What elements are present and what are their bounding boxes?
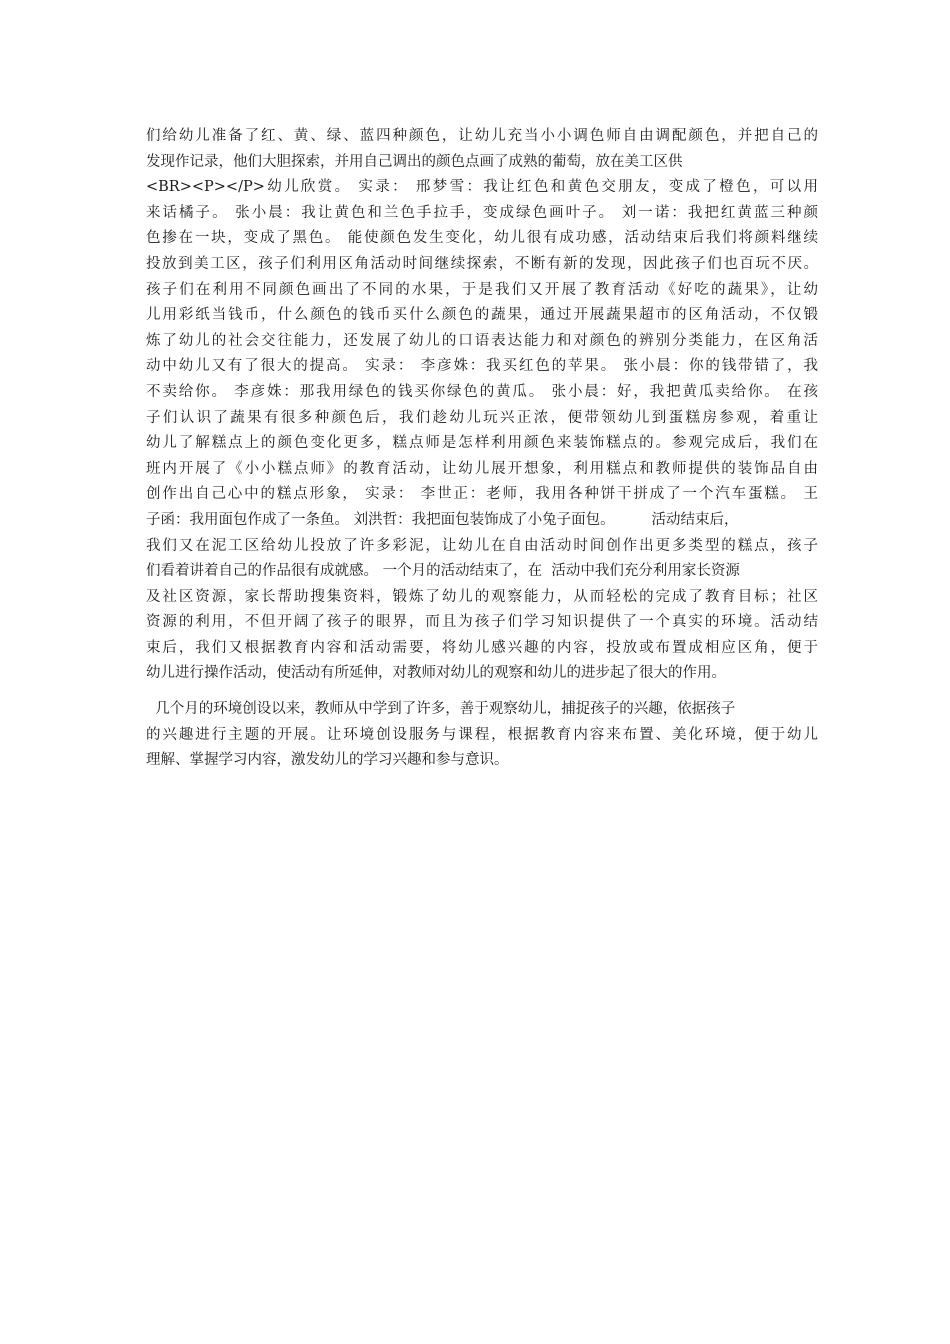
text-line: 创作出自己心中的糕点形象， 实录： 李世正：老师，我用各种饼干拼成了一个汽车蛋糕。 王 (146, 486, 818, 503)
text-line: 子函：我用面包作成了一条鱼。 刘洪哲：我把面包装饰成了小兔子面包。 活动结束后， (146, 511, 739, 528)
text-line: 及社区资源，家长帮助搜集资料，锻炼了幼儿的观察能力，从而轻松的完成了教育目标；社区 (146, 588, 818, 605)
text-line: <BR><P></P>幼儿欣赏。 实录： 邢梦雪：我让红色和黄色交朋友，变成了橙色，可以用 (146, 179, 818, 196)
text-line: 几个月的环境创设以来，教师从中学到了许多，善于观察幼儿，捕捉孩子的兴趣，依据孩子 (146, 701, 736, 717)
text-line: 幼儿进行操作活动，使活动有所延伸，对教师对幼儿的观察和幼儿的进步起了很大的作用。 (146, 665, 726, 682)
text-line: 我们又在泥工区给幼儿投放了许多彩泥，让幼儿在自由活动时间创作出更多类型的糕点，孩子 (146, 537, 818, 554)
text-line: 孩子们在利用不同颜色画出了不同的水果，于是我们又开展了教育活动《好吃的蔬果》，让幼 (146, 281, 818, 298)
text-line: 理解、掌握学习内容，激发幼儿的学习兴趣和参与意识。 (146, 752, 509, 769)
text-line: 的兴趣进行主题的开展。让环境创设服务与课程，根据教育内容来布置、美化环境，便于幼儿 (146, 726, 818, 743)
text-line: 炼了幼儿的社会交往能力，还发展了幼儿的口语表达能力和对颜色的辨别分类能力，在区角活 (146, 332, 818, 349)
text-line: 不卖给你。 李彦姝：那我用绿色的钱买你绿色的黄瓜。 张小晨：好，我把黄瓜卖给你。 在孩 (146, 383, 818, 400)
text-line: 投放到美工区，孩子们利用区角活动时间继续探索，不断有新的发现，因此孩子们也百玩不厌。 (146, 255, 818, 272)
text-line: 色掺在一块，变成了黑色。 能使颜色发生变化，幼儿很有成功感，活动结束后我们将颜料继续 (146, 230, 818, 247)
text-line: 班内开展了《小小糕点师》的教育活动，让幼儿展开想象，利用糕点和教师提供的装饰品自由 (146, 460, 818, 477)
text-line: 幼儿了解糕点上的颜色变化更多，糕点师是怎样利用颜色来装饰糕点的。参观完成后，我们在 (146, 435, 818, 452)
text-line: 儿用彩纸当钱币，什么颜色的钱币买什么颜色的蔬果，通过开展蔬果超市的区角活动，不仅锻 (146, 307, 818, 324)
text-line: 们看着讲着自己的作品很有成就感。 一个月的活动结束了，在 活动中我们充分利用家长资源 (146, 563, 740, 580)
conclusion-paragraph (146, 697, 818, 774)
text-line: 束后，我们又根据教育内容和活动需要，将幼儿感兴趣的内容，投放或布置成相应区角，便于 (146, 639, 818, 656)
text-line: 发现作记录，他们大胆探索，并用自己调出的颜色点画了成熟的葡萄，放在美工区供 (146, 153, 683, 170)
text-line: 动中幼儿又有了很大的提高。 实录： 李彦姝：我买红色的苹果。 张小晨：你的钱带错了，我 (146, 358, 818, 375)
text-line: 资源的利用，不但开阔了孩子的眼界，而且为孩子们学习知识提供了一个真实的环境。活动结 (146, 614, 818, 631)
activity-narrative-paragraph (146, 124, 818, 687)
text-line: 子们认识了蔬果有很多种颜色后，我们趁幼儿玩兴正浓，便带领幼儿到蛋糕房参观，着重让 (146, 409, 818, 426)
text-line: 来话橘子。 张小晨：我让黄色和兰色手拉手，变成绿色画叶子。 刘一诺：我把红黄蓝三种颜 (146, 204, 818, 221)
text-line: 们给幼儿准备了红、黄、绿、蓝四种颜色，让幼儿充当小小调色师自由调配颜色，并把自己的 (146, 128, 818, 144)
